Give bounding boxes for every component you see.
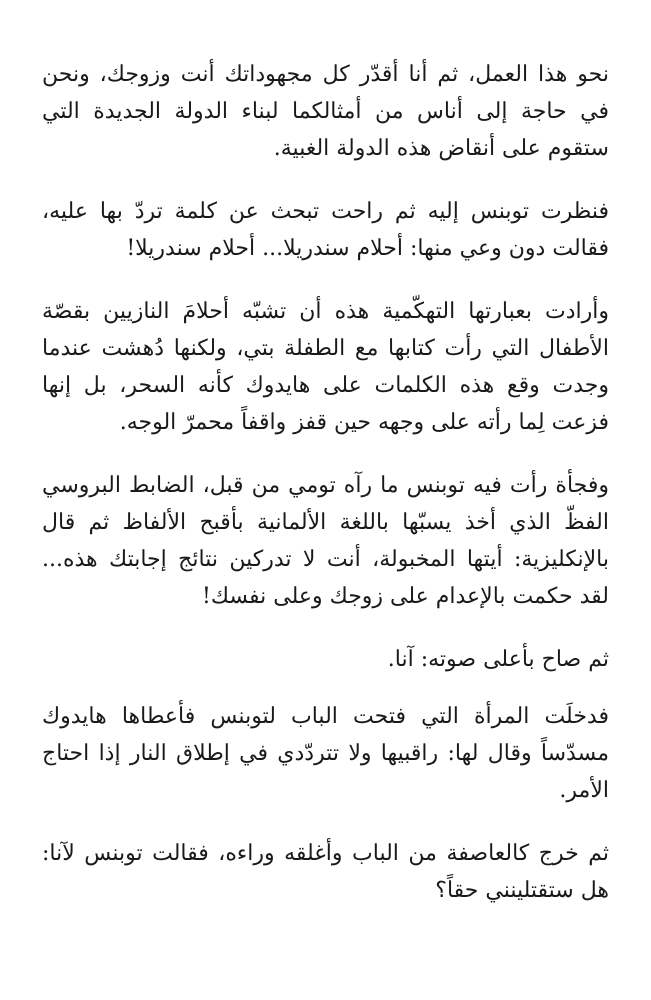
paragraph-7: ثم خرج كالعاصفة من الباب وأغلقه وراءه، فقالت توبنس لآنا: هل ستقتلينني حقاً؟ [42,841,609,903]
paragraph-1: نحو هذا العمل، ثم أنا أقدّر كل مجهوداتك أنت وزوجك، ونحن في حاجة إلى أناس من أمثالكما لبناء الدولة الجديدة التي ستقوم على أنقاض هذه الدولة الغبية. [42,62,609,161]
paragraph-2: فنظرت توبنس إليه ثم راحت تبحث عن كلمة تردّ بها عليه، فقالت دون وعي منها: أحلام سندريلا... أحلام سندريلا! [42,199,609,261]
paragraph-5: ثم صاح بأعلى صوته: آنا. [387,647,609,672]
paragraph-4: وفجأة رأت فيه توبنس ما رآه تومي من قبل، الضابط البروسي الفظّ الذي أخذ يسبّها باللغة الألمانية بأقبح الألفاظ ثم قال بالإنكليزية: أيتها المخبولة، أنت لا تدركين نتائج إجابتك هذه... لقد حكمت بالإعدام على زوجك وعلى نفسك! [42,473,609,609]
paragraph-3: وأرادت بعبارتها التهكّمية هذه أن تشبّه أحلامَ النازيين بقصّة الأطفال التي رأت كتابها مع الطفلة بتي، ولكنها دُهشت عندما وجدت وقع هذه الكلمات على هايدوك كأنه السحر، بل إنها فزعت لِما رأته على وجهه حين قفز واقفاً محمرّ الوجه. [42,299,609,435]
paragraph-6: فدخلَت المرأة التي فتحت الباب لتوبنس فأعطاها هايدوك مسدّساً وقال لها: راقبيها ولا تتردّدي في إطلاق النار إذا احتاج الأمر. [42,704,609,803]
